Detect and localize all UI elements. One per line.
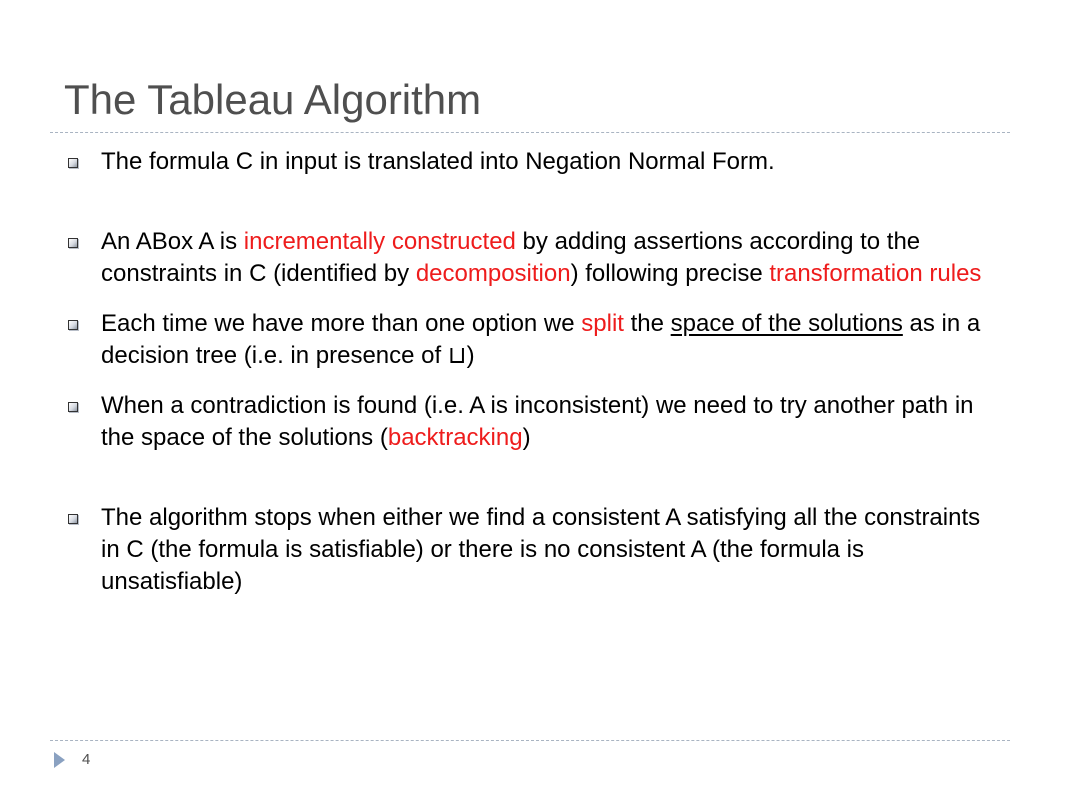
footer-triangle-icon bbox=[54, 752, 65, 768]
checkbox-bullet-icon bbox=[68, 158, 78, 168]
checkbox-bullet-icon bbox=[68, 402, 78, 412]
checkbox-bullet-icon bbox=[68, 238, 78, 248]
bullet-text: The formula C in input is translated into Negation Normal Form. bbox=[101, 148, 775, 175]
bullet-item bbox=[64, 502, 1004, 598]
bullet-item bbox=[64, 390, 1004, 454]
bullet-text: An ABox A is incrementally constructed by adding assertions according to the constraints in C (identified by decomposition) following precise transformation rules bbox=[101, 228, 982, 287]
bullet-item bbox=[64, 226, 1004, 290]
bullet-item bbox=[64, 146, 1004, 178]
checkbox-bullet-icon bbox=[68, 514, 78, 524]
bullet-item bbox=[64, 308, 1004, 372]
bullet-text: The algorithm stops when either we find a consistent A satisfying all the constraints in C (the formula is satisfiable) or there is no consistent A (the formula is unsatisfiable) bbox=[101, 504, 981, 595]
bullet-list bbox=[64, 146, 1004, 598]
page-number: 4 bbox=[82, 751, 91, 768]
bullet-text: When a contradiction is found (i.e. A is inconsistent) we need to try another path in the space of the solutions (backtracking) bbox=[101, 392, 974, 451]
title-divider bbox=[50, 132, 1010, 133]
slide-title: The Tableau Algorithm bbox=[64, 76, 482, 123]
bullet-text: Each time we have more than one option we split the space of the solutions as in a decision tree (i.e. in presence of ⊔) bbox=[101, 310, 981, 369]
footer-divider bbox=[50, 740, 1010, 741]
checkbox-bullet-icon bbox=[68, 320, 78, 330]
